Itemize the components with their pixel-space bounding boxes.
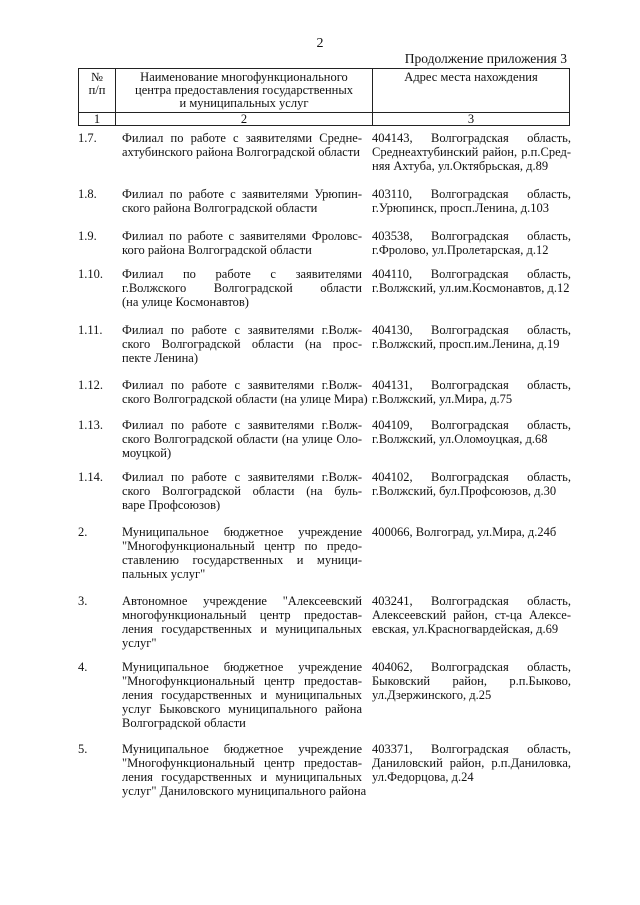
row-name-line: Автономное учреждение "Алексеевский [122, 594, 362, 608]
row-address-line: г.Волжский, просп.им.Ленина, д.19 [372, 337, 560, 351]
row-address [372, 660, 571, 702]
row-address-line: 403371, Волгоградская область, [372, 742, 571, 756]
row-address-line: 404131, Волгоградская область, [372, 378, 571, 392]
row-address-line: Быковский район, р.п.Быково, [372, 674, 571, 688]
col-name-header [116, 69, 373, 113]
row-name-line: моуцкой) [122, 446, 172, 460]
row-name-line: Филиал по работе с заявителями г.Волж- [122, 323, 362, 337]
row-number: 2. [78, 525, 88, 539]
row-address [372, 525, 571, 539]
row-name [122, 187, 362, 215]
col-addr-header-line: Адрес места нахождения [404, 70, 538, 84]
row-address-line: г.Волжский, бул.Профсоюзов, д.30 [372, 484, 557, 498]
row-name-line: кого района Волгоградской области [122, 243, 312, 257]
row-address-line: 403538, Волгоградская область, [372, 229, 571, 243]
row-address-line: г.Волжский, ул.Оломоуцкая, д.68 [372, 432, 548, 446]
row-name-line: услуг" [122, 636, 157, 650]
column-number: 1 [79, 113, 116, 126]
col-addr-header [373, 69, 570, 113]
row-name-line: ления государственных и муниципальных [122, 770, 362, 784]
row-name-line: Филиал по работе с заявителями г.Волж- [122, 418, 362, 432]
row-name-line: ставлению государственных и муници- [122, 553, 362, 567]
row-address [372, 267, 571, 295]
row-name-line: "Многофункциональный центр по предо- [122, 539, 362, 553]
row-name [122, 378, 368, 406]
row-address-line: ул.Федорцова, д.24 [372, 770, 474, 784]
table-header [78, 68, 570, 126]
row-name-line: Волгоградской области [122, 716, 246, 730]
col-name-header-line: центра предоставления государственных [135, 83, 353, 97]
row-name [122, 131, 362, 159]
row-address-line: г.Волжский, ул.им.Космонавтов, д.12 [372, 281, 570, 295]
row-number: 1.14. [78, 470, 103, 484]
row-address-line: 403241, Волгоградская область, [372, 594, 571, 608]
row-name-line: Филиал по работе с заявителями [122, 267, 362, 281]
row-address [372, 131, 571, 173]
row-address-line: Среднеахтубинский район, р.п.Сред- [372, 145, 571, 159]
col-name-header-line: Наименование многофункционального [140, 70, 348, 84]
row-name-line: Филиал по работе с заявителями Средне- [122, 131, 362, 145]
row-number: 1.9. [78, 229, 97, 243]
row-name [122, 470, 362, 512]
row-number: 1.13. [78, 418, 103, 432]
row-name-line: ского Волгоградской области (на буль- [122, 484, 362, 498]
row-name-line: (на улице Космонавтов) [122, 295, 249, 309]
column-number: 3 [373, 113, 570, 126]
row-address [372, 470, 571, 498]
row-name-line: Муниципальное бюджетное учреждение [122, 660, 362, 674]
row-address-line: г.Фролово, ул.Пролетарская, д.12 [372, 243, 549, 257]
column-numbers-row [79, 113, 570, 126]
row-name-line: Филиал по работе с заявителями г.Волж- [122, 378, 362, 392]
header-row [79, 69, 570, 113]
row-number: 1.7. [78, 131, 97, 145]
row-address-line: 404130, Волгоградская область, [372, 323, 571, 337]
row-address [372, 418, 571, 446]
row-address-line: 404062, Волгоградская область, [372, 660, 571, 674]
row-address-line: 404109, Волгоградская область, [372, 418, 571, 432]
row-name-line: ского Волгоградской области (на улице Оло- [122, 432, 362, 446]
row-name-line: ления государственных и муниципальных [122, 688, 362, 702]
continuation-note: Продолжение приложения 3 [404, 51, 567, 66]
row-number: 1.8. [78, 187, 97, 201]
row-address-line: г.Урюпинск, просп.Ленина, д.103 [372, 201, 550, 215]
page-number: 2 [316, 36, 324, 51]
row-address [372, 742, 571, 784]
row-address-line: 403110, Волгоградская область, [372, 187, 571, 201]
row-address-line: евская, ул.Красногвардейская, д.69 [372, 622, 559, 636]
row-address-line: Алексеевский район, ст-ца Алексе- [372, 608, 571, 622]
row-name [122, 323, 362, 365]
row-name [122, 660, 362, 730]
row-name [122, 594, 362, 650]
row-number: 1.11. [78, 323, 103, 337]
row-name-line: г.Волжского Волгоградской области [122, 281, 362, 295]
row-name-line: ления государственных и муниципальных [122, 622, 362, 636]
col-num-header-line: № [91, 70, 103, 84]
row-name [122, 267, 362, 309]
row-name-line: Муниципальное бюджетное учреждение [122, 525, 362, 539]
row-name-line: услуг Быковского муниципального района [122, 702, 362, 716]
row-address-line: 404110, Волгоградская область, [372, 267, 571, 281]
row-name [122, 742, 367, 798]
row-name-line: "Многофункциональный центр предостав- [122, 674, 362, 688]
row-name-line: ского Волгоградской области (на улице Мира) [122, 392, 368, 406]
row-address [372, 229, 571, 257]
row-address-line: няя Ахтуба, ул.Октябрьская, д.89 [372, 159, 549, 173]
row-name-line: многофункциональный центр предостав- [122, 608, 362, 622]
col-name-header-line: и муниципальных услуг [179, 96, 309, 110]
row-name-line: Муниципальное бюджетное учреждение [122, 742, 362, 756]
row-address-line: 404102, Волгоградская область, [372, 470, 571, 484]
row-name-line: ахтубинского района Волгоградской области [122, 145, 360, 159]
row-address [372, 378, 571, 406]
row-name [122, 525, 362, 581]
row-address-line: 400066, Волгоград, ул.Мира, д.24б [372, 525, 557, 539]
row-address [372, 187, 571, 215]
row-name [122, 229, 362, 257]
row-name-line: ского района Волгоградской области [122, 201, 318, 215]
row-address-line: Даниловский район, р.п.Даниловка, [372, 756, 571, 770]
row-address [372, 594, 571, 636]
row-name-line: Филиал по работе с заявителями г.Волж- [122, 470, 362, 484]
row-name-line: Филиал по работе с заявителями Фроловс- [122, 229, 362, 243]
row-name-line: Филиал по работе с заявителями Урюпин- [122, 187, 362, 201]
row-number: 5. [78, 742, 88, 756]
row-name-line: пальных услуг" [122, 567, 206, 581]
col-num-header [79, 69, 116, 113]
row-address-line: г.Волжский, ул.Мира, д.75 [372, 392, 513, 406]
row-number: 1.12. [78, 378, 103, 392]
row-name-line: варе Профсоюзов) [122, 498, 221, 512]
row-name-line: пекте Ленина) [122, 351, 199, 365]
row-number: 3. [78, 594, 88, 608]
row-name [122, 418, 362, 460]
row-address [372, 323, 571, 351]
row-number: 4. [78, 660, 88, 674]
row-number: 1.10. [78, 267, 103, 281]
row-name-line: "Многофункциональный центр предостав- [122, 756, 362, 770]
row-name-line: услуг" Даниловского муниципального района [122, 784, 367, 798]
row-address-line: ул.Дзержинского, д.25 [372, 688, 492, 702]
row-address-line: 404143, Волгоградская область, [372, 131, 571, 145]
col-num-header-line: п/п [88, 83, 106, 97]
column-number: 2 [116, 113, 373, 126]
row-name-line: ского Волгоградской области (на прос- [122, 337, 362, 351]
